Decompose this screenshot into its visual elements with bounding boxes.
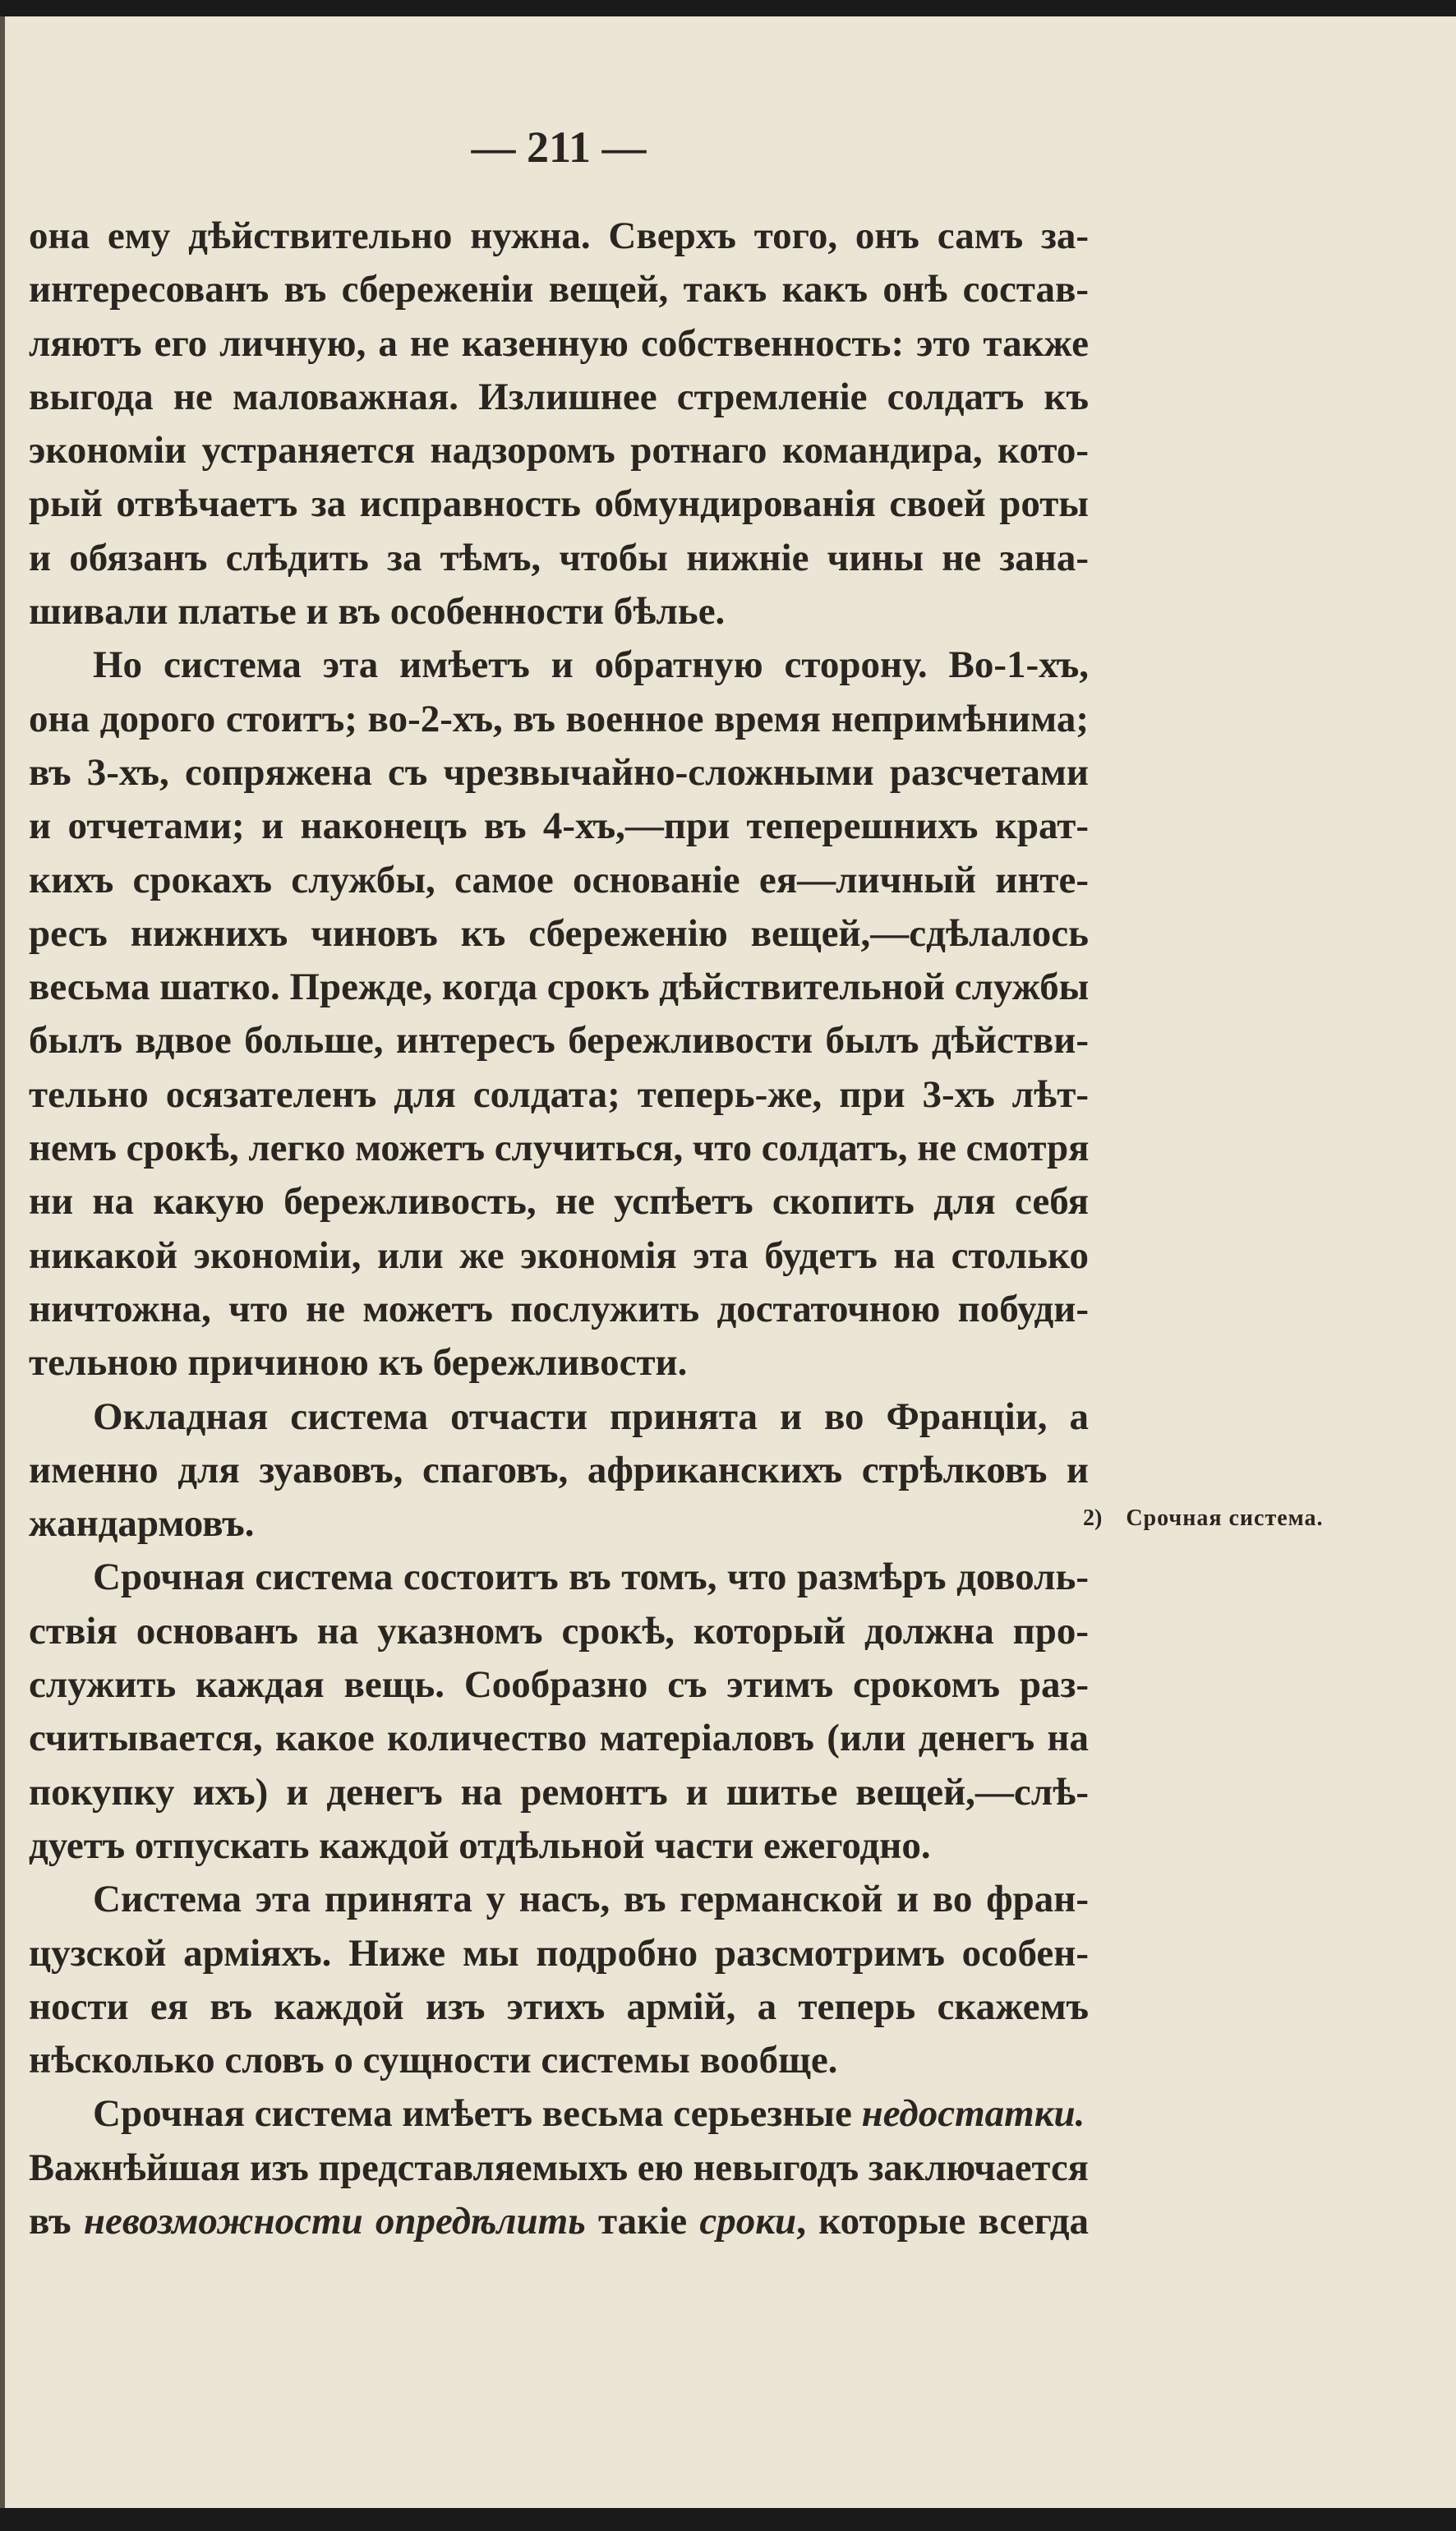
text-segment: именно для зуавовъ, спаговъ, африканскихъ стрѣлковъ и <box>29 1448 1089 1491</box>
text-line <box>29 2087 1089 2141</box>
text-line <box>29 1551 1089 1604</box>
margin-note <box>1083 1505 1324 1532</box>
text-line <box>29 1980 1089 2034</box>
text-segment: шивали платье и въ особенности бѣлье. <box>29 590 726 634</box>
text-line <box>29 1014 1089 1067</box>
text-segment: она ему дѣйствительно нужна. Сверхъ того, онъ самъ за- <box>29 214 1089 257</box>
text-line <box>29 1068 1089 1122</box>
text-segment: она дорого стоитъ; во-2-хъ, въ военное время непримѣнима; <box>29 697 1089 740</box>
text-segment: , которые всегда <box>796 2199 1089 2243</box>
text-line <box>29 2034 1089 2087</box>
text-segment: ресъ нижнихъ чиновъ къ сбереженію вещей,—сдѣлалось <box>29 911 1089 955</box>
text-segment: ствія основанъ на указномъ срокѣ, который должна про- <box>29 1609 1089 1653</box>
text-line <box>29 1122 1090 1175</box>
text-segment: немъ срокѣ, легко можетъ случиться, что солдатъ, не смотря <box>29 1127 1090 1170</box>
text-line <box>29 1497 1089 1551</box>
scan-bottom-border <box>0 2508 1456 2531</box>
text-segment: никакой экономіи, или же экономія эта будетъ на столько <box>29 1233 1089 1277</box>
text-line <box>29 1766 1089 1819</box>
text-segment: былъ вдвое больше, интересъ бережливости былъ дѣйстви- <box>29 1019 1089 1063</box>
text-segment: ни на какую бережливость, не успѣетъ скопить для себя <box>29 1180 1089 1224</box>
text-line <box>29 477 1089 531</box>
text-segment: нѣсколько словъ о сущности системы вообще. <box>29 2039 838 2082</box>
text-segment: считывается, какое количество матеріаловъ (или денегъ на <box>29 1717 1089 1760</box>
text-line <box>29 1283 1089 1336</box>
text-segment: ляютъ его личную, а не казенную собственность: это также <box>29 321 1089 365</box>
text-segment: Важнѣйшая изъ представляемыхъ ею невыгодъ заключается <box>29 2146 1089 2189</box>
text-line <box>29 1927 1089 1980</box>
text-line <box>29 746 1089 800</box>
text-line <box>29 210 1089 263</box>
text-line <box>29 263 1089 316</box>
text-line <box>29 693 1089 746</box>
text-segment: Срочная система состоитъ въ томъ, что размѣръ доволь- <box>93 1556 1089 1599</box>
text-line <box>29 1444 1089 1497</box>
text-segment: Срочная система имѣетъ весьма серьезные <box>93 2092 862 2136</box>
text-line <box>29 317 1089 371</box>
text-segment: экономіи устраняется надзоромъ ротнаго командира, кото- <box>29 429 1089 473</box>
text-line <box>29 961 1090 1014</box>
text-segment: интересованъ въ сбереженіи вещей, такъ какъ онѣ состав- <box>29 268 1089 311</box>
text-segment: и отчетами; и наконецъ въ 4-хъ,—при теперешнихъ крат- <box>29 804 1089 848</box>
text-line <box>29 1819 1089 1873</box>
text-line <box>29 800 1089 853</box>
text-segment: весьма шатко. Прежде, когда срокъ дѣйствительной службы <box>29 966 1090 1009</box>
text-line <box>29 907 1089 961</box>
text-segment: Система эта принята у насъ, въ германской и во фран- <box>93 1878 1089 1921</box>
text-line <box>29 1175 1089 1229</box>
text-line <box>29 639 1089 692</box>
text-line <box>29 2195 1089 2248</box>
italic-emphasis: недостатки. <box>861 2092 1085 2136</box>
text-segment: такіе <box>585 2199 700 2243</box>
italic-emphasis: сроки <box>699 2199 797 2243</box>
text-segment: Но система эта имѣетъ и обратную сторону. Во-1-хъ, <box>93 643 1089 687</box>
text-segment: ничтожна, что не можетъ послужить достаточною побуди- <box>29 1287 1089 1330</box>
text-segment: кихъ срокахъ службы, самое основаніе ея—личный инте- <box>29 858 1089 901</box>
text-segment: цузской арміяхъ. Ниже мы подробно разсмотримъ особен- <box>29 1931 1089 1975</box>
text-segment: покупку ихъ) и денегъ на ремонтъ и шитье вещей,—слѣ- <box>29 1770 1089 1814</box>
body-text <box>29 210 1089 2248</box>
margin-note-text: Срочная система. <box>1126 1505 1324 1531</box>
text-line <box>29 1390 1089 1444</box>
text-segment: рый отвѣчаетъ за исправность обмундированія своей роты <box>29 482 1089 526</box>
text-line <box>29 1658 1089 1712</box>
text-line <box>29 1605 1089 1658</box>
text-segment: тельно осязателенъ для солдата; теперь-же, при 3-хъ лѣт- <box>29 1072 1089 1116</box>
text-segment: и обязанъ слѣдить за тѣмъ, чтобы нижніе чины не зана- <box>29 536 1089 579</box>
text-segment: ности ея въ каждой изъ этихъ армій, а теперь скажемъ <box>29 1985 1089 2028</box>
text-segment: выгода не маловажная. Излишнее стремленіе солдатъ къ <box>29 375 1089 418</box>
text-line <box>29 1229 1089 1283</box>
text-segment: служить каждая вещь. Сообразно съ этимъ срокомъ раз- <box>29 1663 1089 1707</box>
text-line <box>29 532 1089 585</box>
text-line <box>29 2141 1089 2195</box>
text-segment: Окладная система отчасти принята и во Франціи, а <box>93 1395 1089 1438</box>
text-segment: въ 3-хъ, сопряжена съ чрезвычайно-сложными разсчетами <box>29 750 1089 794</box>
text-line <box>29 424 1089 477</box>
italic-emphasis: невозможности опредѣлить <box>83 2199 586 2243</box>
text-segment: жандармовъ. <box>29 1502 255 1546</box>
scan-left-edge <box>0 16 5 2508</box>
text-line <box>29 1873 1089 1926</box>
text-segment: въ <box>29 2199 84 2243</box>
margin-note-number: 2) <box>1083 1505 1103 1531</box>
text-segment: тельною причиною къ бережливости. <box>29 1341 688 1385</box>
text-line <box>29 585 1089 639</box>
text-line <box>29 371 1089 424</box>
text-segment: дуетъ отпускать каждой отдѣльной части ежегодно. <box>29 1823 931 1867</box>
page-number: — 211 — <box>471 122 647 172</box>
text-line <box>29 1336 1089 1390</box>
scan-top-border <box>0 0 1456 16</box>
text-line <box>29 1712 1089 1765</box>
text-line <box>29 854 1089 907</box>
